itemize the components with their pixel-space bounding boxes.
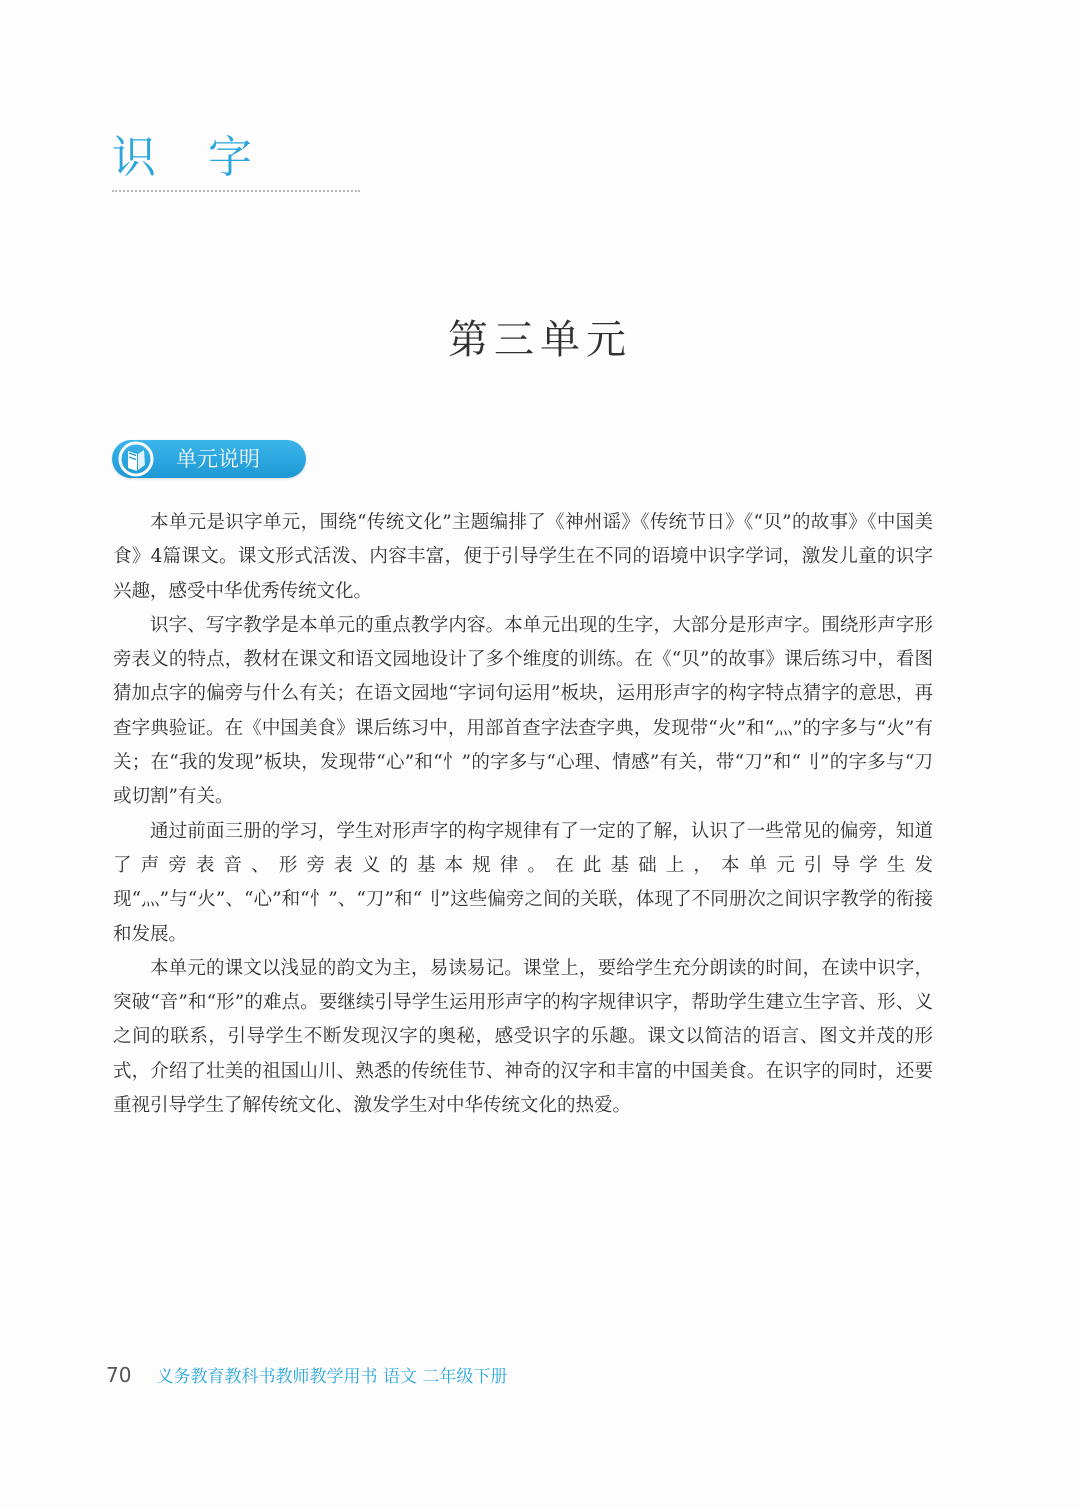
page-number: 70	[106, 1363, 132, 1387]
book-page-icon	[116, 441, 156, 477]
section-heading	[112, 128, 362, 192]
paragraph-4: 本单元的课文以浅显的韵文为主，易读易记。课堂上，要给学生充分朗读的时间，在读中识字，突破“音”和“形”的难点。要继续引导学生运用形声字的构字规律识字，帮助学生建立生字音、形、义之间的联系，引导学生不断发现汉字的奥秘，感受识字的乐趣。课文以简洁的语言、图文并茂的形式，介绍了壮美的祖国山川、熟悉的传统佳节、神奇的汉字和丰富的中国美食。在识字的同时，还要重视引导学生了解传统文化、激发学生对中华传统文化的热爱。	[113, 957, 933, 1117]
paragraph-1: 本单元是识字单元，围绕“传统文化”主题编排了《神州谣》《传统节日》《“贝”的故事》《中国美食》4篇课文。课文形式活泼、内容丰富，便于引导学生在不同的语境中识字学词，激发儿童的识字兴趣，感受中华优秀传统文化。	[113, 512, 933, 602]
book-title: 义务教育教科书教师教学用书 语文 二年级下册	[156, 1367, 508, 1387]
unit-description-body	[113, 506, 933, 1123]
badge-label: 单元说明	[176, 447, 260, 471]
paragraph-2: 识字、写字教学是本单元的重点教学内容。本单元出现的生字，大部分是形声字。围绕形声字形旁表义的特点，教材在课文和语文园地设计了多个维度的训练。在《“贝”的故事》课后练习中，看图猜加点字的偏旁与什么有关；在语文园地“字词句运用”板块，运用形声字的构字特点猜字的意思，再查字典验证。在《中国美食》课后练习中，用部首查字法查字典，发现带“火”和“灬”的字多与“火”有关；在“我的发现”板块，发现带“心”和“忄”的字多与“心理、情感”有关，带“刀”和“刂”的字多与“刀或切割”有关。	[113, 614, 933, 808]
page-footer	[106, 1362, 507, 1387]
unit-title: 第三单元	[448, 317, 632, 363]
paragraph-3: 通过前面三册的学习，学生对形声字的构字规律有了一定的了解，认识了一些常见的偏旁，知道了声旁表音、形旁表义的基本规律。在此基础上，本单元引导学生发现“灬”与“火”、“心”和“忄”、“刀”和“刂”这些偏旁之间的关联，体现了不同册次之间识字教学的衔接和发展。	[113, 820, 933, 945]
unit-description-badge	[112, 440, 306, 478]
section-title: 识字	[112, 132, 304, 183]
dotted-divider	[112, 190, 360, 192]
